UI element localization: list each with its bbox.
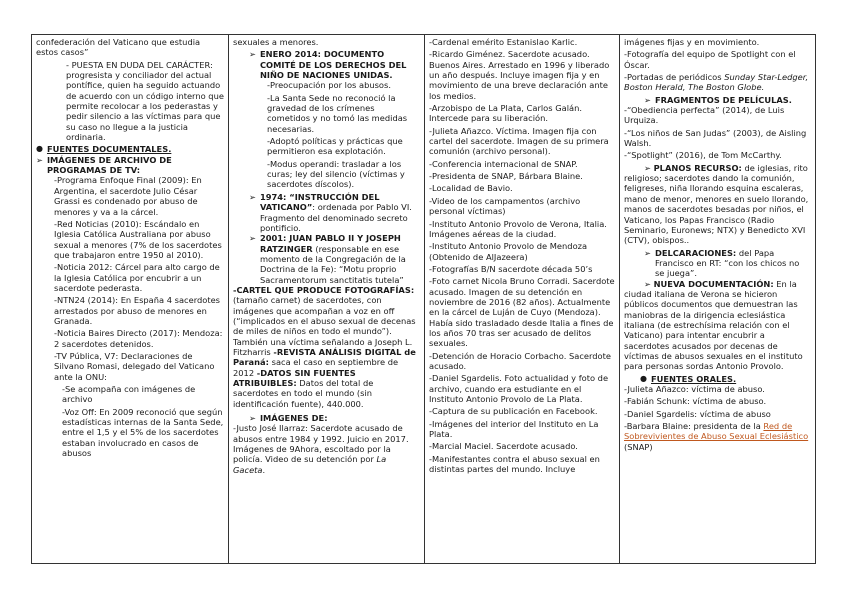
planos-text: de iglesias, rito religioso; sacerdotes dando la comunión, feligreses, niña llorando esquina escaleras, mano de menor, menores en suelo llorando, manos de sacerdotes besadas por niños, el Vaticano, los Papas Francisco (Radio Seminario, Euronews; NTX) y Benedicto XVI (CTV), obispos.. [624,162,809,246]
barbara-end: (SNAP) [624,441,653,452]
column-1 [32,35,229,564]
list-item: -Localidad de Bavio. [429,183,513,194]
instruccion-entry [260,192,420,233]
declaraciones-entry [655,248,811,279]
arrow-bullet-icon: ➢ [249,233,256,244]
jpii-text: (responsable en ese momento de la Congregación de la Doctrina de la Fe): “Motu proprio Sacramentorum sanctitatis tutela” [259,243,406,285]
film-item: -“Los niños de San Judas” (2003), de Aisling Walsh. [624,127,807,149]
bullet-dot-icon: ● [640,373,647,383]
cartel-heading: -CARTEL QUE PRODUCE FOTOGRAFÍAS: [233,284,415,295]
oral-item: -Julieta Añazco: víctima de abuso. [624,384,765,394]
imagenes-de-bullet [233,413,420,423]
la-gaceta-text: La Gaceta [233,454,387,475]
fragmentos-bullet [624,95,811,105]
list-item: -Detención de Horacio Corbacho. Sacerdote acusado. [429,350,611,371]
fuentes-documentales-heading: FUENTES DOCUMENTALES. [46,144,172,155]
cartel-text: (tamaño carnet) de sacerdotes, con imágenes que acompañan a voz en off (“implicados en el abuso sexual de decenas de miles de niños en todo el mundo”). También una víctima señalando a Joseph L. Fitzharris [233,295,416,357]
list-item: -Daniel Sgardelis. Foto actualidad y foto de archivo, cuando era estudiante en el Instituto Antonio Provolo de La Plata. [429,373,609,404]
jpii-entry [260,233,420,285]
col2-lead: sexuales a menores. [233,37,319,47]
revista-heading: -REVISTA ANÁLISIS DIGITAL de Paraná: [233,346,416,368]
enero-bullet [233,49,420,80]
tv-item: -Red Noticias (2010): Escándalo en Iglesia Católica Australiana por abuso sexual a menores (7% de los sacerdotes que trabajaron entre 1950 al 2010). [54,218,222,260]
imagenes-de-text: -Justo José Ilarraz: Sacerdote acusado de abusos entre 1984 y 1992. Juicio en 2017. Imágenes de 9Ahora, escoltado por la policía. Video de su detención por [233,423,409,465]
imagenes-de-heading: IMÁGENES DE: [259,413,328,424]
list-item: -Instituto Antonio Provolo de Mendoza (Obtenido de AlJazeera) [429,241,588,262]
nueva-heading: NUEVA DOCUMENTACIÓN: [653,278,774,289]
oral-item: -Fabián Schunk: víctima de abuso. [624,396,767,407]
instruccion-heading: 1974: “INSTRUCCIÓN DEL VATICANO” [259,191,380,213]
imagenes-de-paragraph [233,423,420,475]
enero-item: -Adoptó políticas y prácticas que permitieron esa explotación. [267,136,403,157]
oral-item: -Daniel Sgardelis: víctima de abuso [624,408,771,419]
fuentes-documentales-bullet [36,144,224,154]
tv-item: -Voz Off: En 2009 reconoció que según estadísticas internas de la Santa Sede, entre el 1,5 y el 5% de los sacerdotes estaban involucrado en casos de abusos [62,406,224,459]
enero-item: -La Santa Sede no reconoció la gravedad de los crímenes cometidos y no tomó las medidas necesarias. [267,92,408,134]
content-table [31,34,816,564]
datos-text: Datos del total de sacerdotes en todo el mundo (sin identificación fuente), 440.000. [233,378,374,409]
orales-bullet [624,374,811,384]
bullet-dot-icon: ● [36,144,43,154]
imagenes-archivo-heading: IMÁGENES DE ARCHIVO DE PROGRAMAS DE TV: [46,154,172,176]
tv-item: -NTN24 (2014): En España 4 sacerdotes arrestados por abuso de menores en Granada. [54,295,221,326]
planos-paragraph: ➢ PLANOS RECURSO: de iglesias, rito religioso; sacerdotes dando la comunión, feligreses, niña llorando esquina escaleras, mano de menor, menores en suelo llorando, manos de sacerdotes besadas por niños, el Vaticano, los Papas Francisco (Radio Seminario, Euronews; NTX) y Benedicto XVI (CTV), obispos.. [624,162,809,246]
spotlight-photo: -Fotografía del equipo de Spotlight con el Óscar. [624,49,796,70]
snap-link[interactable]: Red de Sobrevivientes de Abuso Sexual Eclesiástico [624,421,809,442]
list-item: -Julieta Añazco. Víctima. Imagen fija con cartel del sacerdote. Imagen de su primera comunión (archivo personal). [429,125,609,157]
list-item: -Presidenta de SNAP, Bárbara Blaine. [429,171,583,182]
tv-item: -Noticia 2012: Cárcel para alto cargo de la Iglesia Católica por encubrir a un sacerdote pederasta. [54,262,220,293]
planos-heading: PLANOS RECURSO: [653,162,742,173]
barbara-paragraph [624,421,811,452]
portadas-italic: Sunday Star-Ledger, Boston Herald, The Boston Globe. [624,72,809,93]
list-item: -Cardenal emérito Estanislao Karlic. [429,37,578,47]
column-4 [620,35,816,564]
tv-item: -Noticia Baires Directo (2017): Mendoza: 2 sacerdotes detenidos. [54,328,223,349]
enero-heading: ENERO 2014: DOCUMENTO COMITÉ DE LOS DERECHOS DEL NIÑO DE NACIONES UNIDAS. [259,49,407,81]
arrow-bullet-icon: ➢ [644,247,651,258]
portadas-paragraph [624,72,811,93]
tv-item: -TV Pública, V7: Declaraciones de Silvano Romasi, delegado del Vaticano ante la ONU: [54,350,215,382]
cartel-paragraph [233,285,420,409]
list-item: -Captura de su publicación en Facebook. [429,406,598,417]
list-item: -Ricardo Giménez. Sacerdote acusado. Buenos Aires. Arrestado en 1996 y liberado un año después. Incluye imagen fija y en movimiento de una breve declaración ante los medios. [429,49,610,101]
arrow-bullet-icon: ➢ [249,49,256,60]
list-item: -Imágenes del interior del Instituto en La Plata. [429,418,599,440]
barbara-text: -Barbara Blaine: presidenta de la [624,421,764,432]
datos-heading: -DATOS SIN FUENTES ATRIBUIBLES: [233,367,356,388]
declaraciones-text: del Papa Francisco en RT: “con los chicos no se juega”. [654,247,800,279]
arrow-bullet-icon: ➢ [249,191,256,202]
arrow-bullet-icon: ➢ [249,413,256,424]
list-item: -Conferencia internacional de SNAP. [429,158,578,169]
revista-text: saca el caso en septiembre de 2012 [233,357,399,378]
list-item: -Instituto Antonio Provolo de Verona, Italia. Imágenes aéreas de la ciudad. [429,218,607,239]
column-2 [229,35,425,564]
declaraciones-heading: DELCARACIONES: [654,247,737,258]
enero-item: -Modus operandi: trasladar a los curas; ley del silencio (víctimas y sacerdotes díscolos). [267,158,405,190]
col1-puesta: - PUESTA EN DUDA DEL CARÁCTER: progresista y conciliador del actual pontífice, quien ha seguido actuando de acuerdo con un código interno que permite recolocar a los pederastas y pedir silencio a las víctimas para que su caso no llegue a la justicia ordinaria. [66,59,224,143]
list-item: -Manifestantes contra el abuso sexual en distintas partes del mundo. Incluye [429,453,600,475]
nueva-paragraph: ➢ NUEVA DOCUMENTACIÓN: En la ciudad italiana de Verona se hicieron públicos documentos que demuestran las maniobras de la dirigencia eclesiástica italiana (de estrechísima relación con el Vaticano) para intentar encubrir a sacerdotes acusados por decenas de víctimas de abusos sexuales en el instituto para personas sordas Antonio Provolo. [624,278,803,372]
declaraciones-bullet [624,248,811,279]
list-item: -Foto carnet Nicola Bruno Corradi. Sacerdote acusado. Imagen de su detención en noviembre de 2016 (82 años). Actualmente en la cárcel de Luján de Cuyo (Mendoza). Había sido trasladado desde Italia a fines de los años 70 tras ser acusado de delitos sexuales. [429,276,615,349]
imagenes-de-end: . [262,464,266,475]
film-item: -“Obediencia perfecta” (2014), de Luis Urquiza. [624,105,785,126]
list-item: -Marcial Maciel. Sacerdote acusado. [429,441,578,452]
instruccion-text: : ordenada por Pablo VI. Fragmento del denominado secreto pontificio. [259,202,412,233]
tv-item: -Se acompaña con imágenes de archivo [62,384,196,405]
column-3 [425,35,620,564]
col4-lead: imágenes fijas y en movimiento. [624,37,760,47]
imagenes-archivo-bullet [36,155,224,176]
col1-lead: confederación del Vaticano que estudia estos casos” [36,37,201,58]
list-item: -Arzobispo de La Plata, Carlos Galán. Intercede para su liberación. [429,103,582,124]
list-item: -Video de los campamentos (archivo personal víctimas) [429,195,581,217]
jpii-bullet [233,233,420,285]
enero-item: -Preocupación por los abusos. [267,80,391,91]
nueva-text: En la ciudad italiana de Verona se hicieron públicos documentos que demuestran las maniobras de la dirigencia eclesiástica italiana (de estrechísima relación con el Vaticano) para intentar encubrir a sacerdotes acusados por decenas de víctimas de abusos sexuales en el instituto para personas sordas Antonio Provolo. [624,278,803,372]
instruccion-bullet [233,192,420,233]
list-item: -Fotografías B/N sacerdote década 50’s [429,263,593,274]
arrow-bullet-icon: ➢ [36,154,43,165]
arrow-bullet-icon: ➢ [644,94,651,105]
jpii-heading: 2001: JUAN PABLO II Y JOSEPH RATZINGER [259,233,401,254]
tv-item: -Programa Enfoque Final (2009): En Argentina, el sacerdote Julio César Grassi es condenado por abuso de menores y va a la cárcel. [54,175,202,217]
film-item: -“Spotlight” (2016), de Tom McCarthy. [624,150,782,161]
orales-heading: FUENTES ORALES. [650,373,737,384]
fragmentos-heading: FRAGMENTOS DE PELÍCULAS. [654,94,792,105]
portadas-text: -Portadas de periódicos [624,72,725,83]
